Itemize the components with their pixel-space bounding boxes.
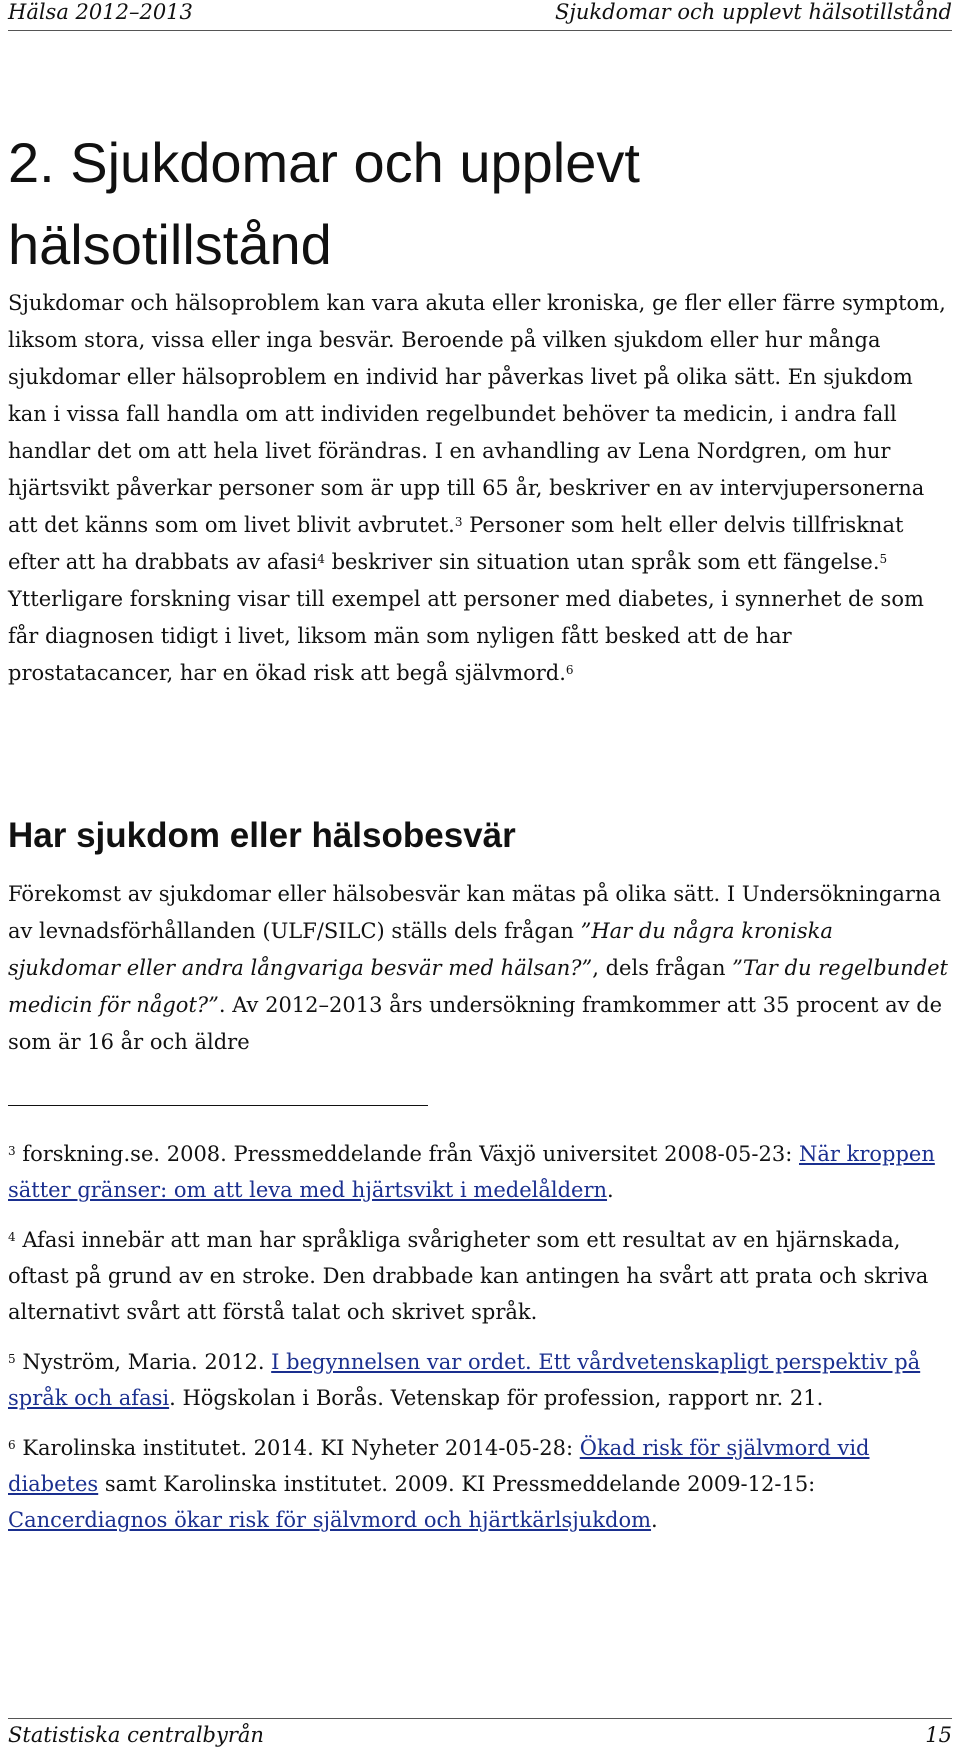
question-2: ”Tar du regelbundet medicin för något?” (8, 956, 949, 1017)
footnote-3 (8, 1136, 953, 1208)
footnote-text: . (651, 1508, 658, 1532)
question-1: ”Har du några kroniska sjukdomar eller andra långvariga besvär med hälsan?” (8, 919, 833, 980)
footnote-number: 5 (8, 1352, 16, 1366)
footnote-text: . (607, 1178, 614, 1202)
footnote-link-afasi[interactable]: I begynnelsen var ordet. Ett vårdvetenskapligt perspektiv på språk och afasi (8, 1350, 921, 1410)
footnote-6 (8, 1430, 953, 1538)
section-text-3: . Av 2012–2013 års undersökning framkommer att 35 procent av de som är 16 år och äldre (8, 993, 943, 1054)
footnote-ref-5[interactable]: 5 (879, 552, 888, 566)
footnote-number: 6 (8, 1438, 16, 1452)
intro-text-2: Personer som helt eller delvis tillfrisknat efter att ha drabbats av afasi (8, 513, 904, 574)
section-text-2: , dels frågan (592, 956, 733, 980)
footer-publisher: Statistiska centralbyrån (8, 1723, 264, 1747)
header-publication: Hälsa 2012–2013 (8, 0, 193, 24)
header-chapter: Sjukdomar och upplevt hälsotillstånd (555, 0, 952, 24)
page-number: 15 (925, 1723, 952, 1747)
section-paragraph (8, 876, 948, 1061)
footnote-5 (8, 1344, 953, 1416)
footnote-text: forskning.se. 2008. Pressmeddelande från Växjö universitet 2008-05-23: (22, 1142, 799, 1166)
footnote-link-hjartsvikt[interactable]: När kroppen sätter gränser: om att leva med hjärtsvikt i medelåldern (8, 1142, 935, 1202)
page-header (8, 0, 952, 31)
footnote-text: Nyström, Maria. 2012. (22, 1350, 272, 1374)
footnote-text: . Högskolan i Borås. Vetenskap för profession, rapport nr. 21. (169, 1386, 824, 1410)
footnote-number: 3 (8, 1144, 16, 1158)
footnote-separator (8, 1105, 428, 1106)
footnote-text: Afasi innebär att man har språkliga svårigheter som ett resultat av en hjärnskada, oftast på grund av en stroke. Den drabbade kan antingen ha svårt att prata och skriva alternativt svårt att förstå talat och skrivet språk. (8, 1228, 929, 1324)
footnotes (8, 1136, 953, 1552)
intro-paragraph (8, 285, 948, 692)
section-heading: Har sjukdom eller hälsobesvär (8, 816, 516, 855)
chapter-title: 2. Sjukdomar och upplevt hälsotillstånd (8, 131, 640, 276)
section-text-1: Förekomst av sjukdomar eller hälsobesvär kan mätas på olika sätt. I Undersökningarna av levnadsförhållanden (ULF/SILC) ställs dels frågan (8, 882, 941, 943)
footnote-ref-4[interactable]: 4 (317, 552, 325, 566)
footnote-ref-3[interactable]: 3 (454, 515, 463, 529)
footnote-link-diabetes[interactable]: Ökad risk för självmord vid diabetes (8, 1436, 870, 1496)
intro-text-1: Sjukdomar och hälsoproblem kan vara akuta eller kroniska, ge fler eller färre symptom, liksom stora, vissa eller inga besvär. Beroende på vilken sjukdom eller hur många sjukdomar eller hälsoproblem en individ har påverkas livet på olika sätt. En sjukdom kan i vissa fall handla om att individen regelbundet behöver ta medicin, i andra fall handlar det om att hela livet förändras. I en avhandling av Lena Nordgren, om hur hjärtsvikt påverkar personer som är upp till 65 år, beskriver en av intervjupersonerna att det känns som om livet blivit avbrutet. (8, 291, 946, 537)
footnote-4 (8, 1222, 953, 1330)
footnote-number: 4 (8, 1230, 16, 1244)
intro-text-3: beskriver sin situation utan språk som ett fängelse. (324, 550, 880, 574)
footnote-ref-6[interactable]: 6 (565, 663, 574, 677)
footnote-link-cancer[interactable]: Cancerdiagnos ökar risk för självmord och hjärtkärlsjukdom (8, 1508, 652, 1532)
footnote-text: Karolinska institutet. 2014. KI Nyheter 2014-05-28: (22, 1436, 580, 1460)
footnote-text: samt Karolinska institutet. 2009. KI Pressmeddelande 2009-12-15: (98, 1472, 816, 1496)
page-footer (8, 1718, 952, 1751)
intro-text-4: Ytterligare forskning visar till exempel att personer med diabetes, i synnerhet de som får diagnosen tidigt i livet, liksom män som nyligen fått besked att de har prostatacancer, har en ökad risk att begå självmord. (8, 587, 924, 685)
